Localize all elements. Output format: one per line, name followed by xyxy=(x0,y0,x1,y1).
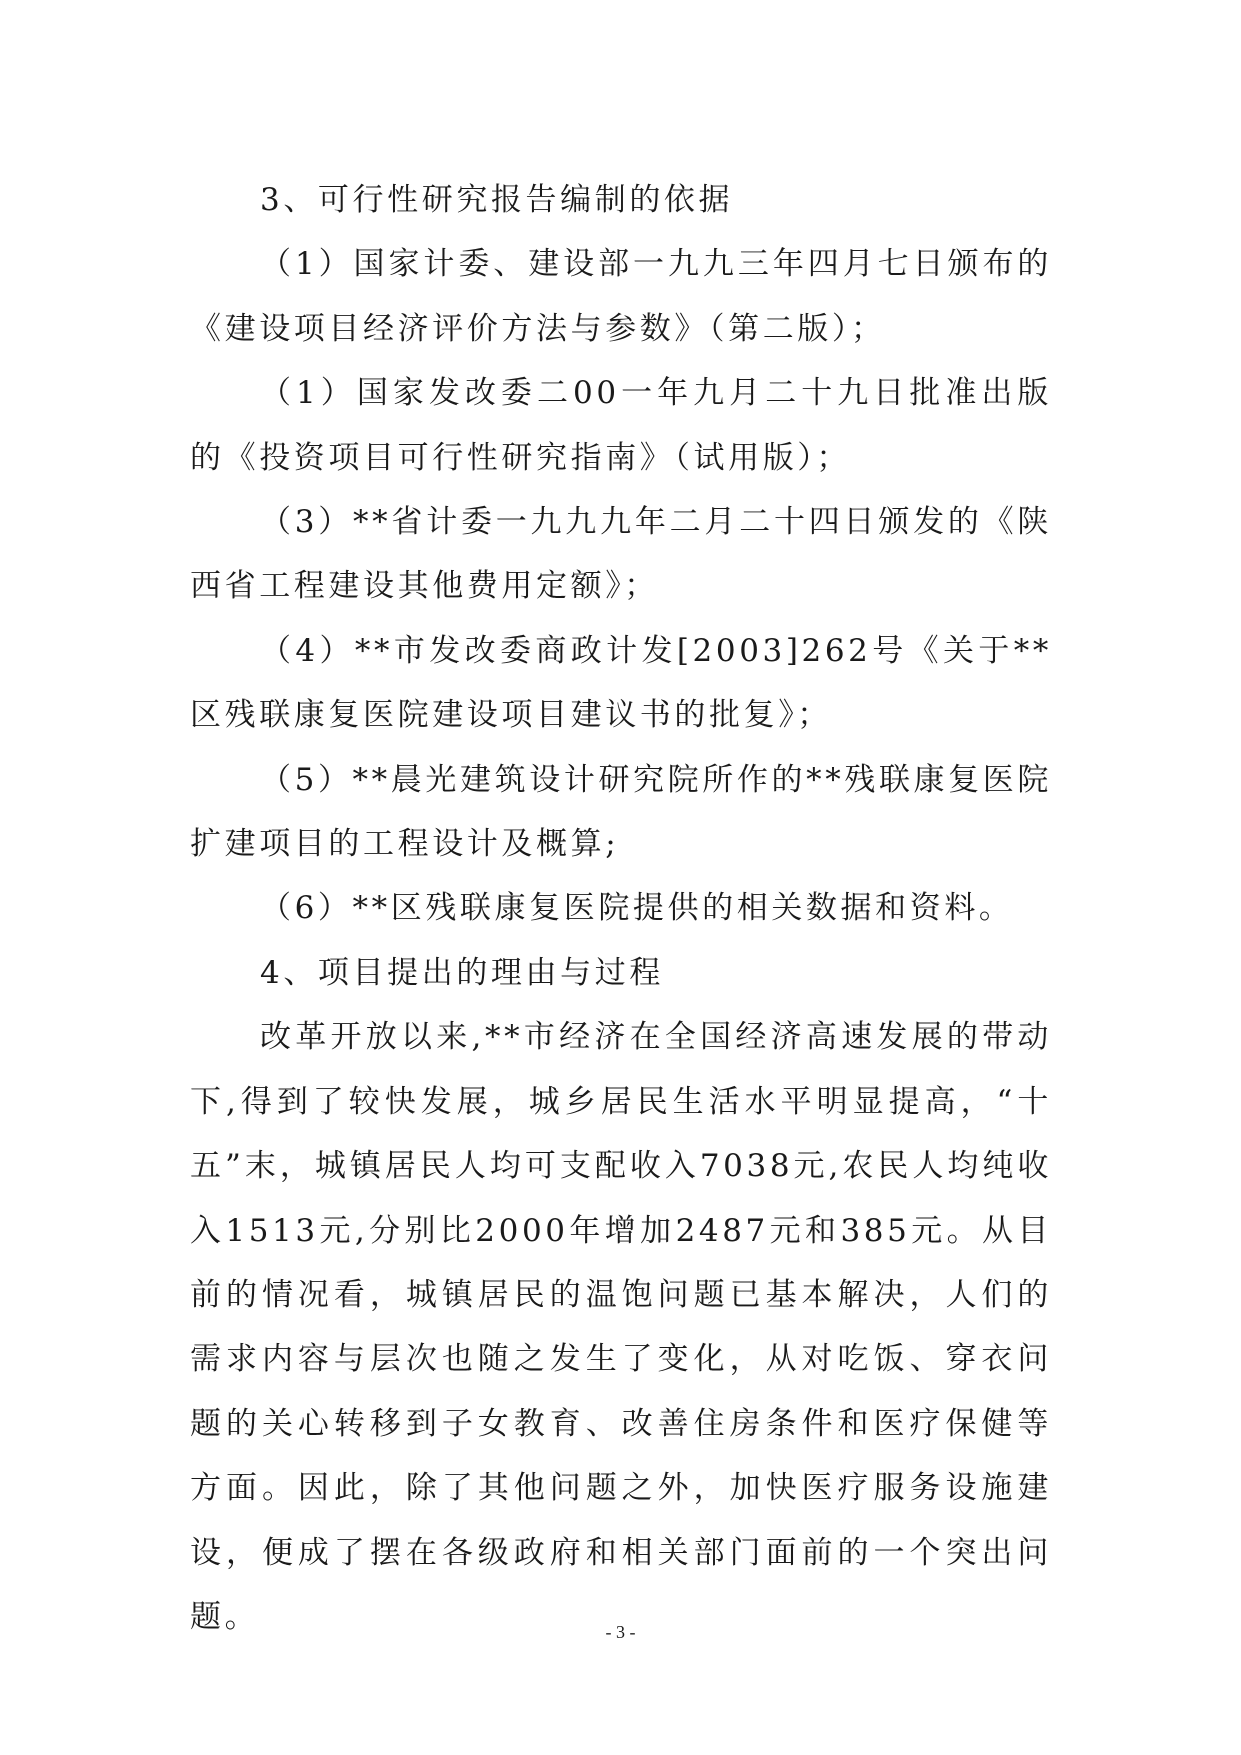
basis-item-3: （3）**省计委一九九九年二月二十四日颁发的《陕西省工程建设其他费用定额》； xyxy=(190,504,1052,605)
section-heading-basis: 3、可行性研究报告编制的依据 xyxy=(260,182,734,218)
reasons-paragraph: 改革开放以来,**市经济在全国经济高速发展的带动下,得到了较快发展，城乡居民生活水平明显提高，“十五”末，城镇居民人均可支配收入7038元,农民人均纯收入1513元,分别比2000年增加2487元和385元。从目前的情况看，城镇居民的温饱问题已基本解决，人们的需求内容与层次也随之发生了变化，从对吃饭、穿衣问题的关心转移到子女教育、改善住房条件和医疗保健等方面。因此，除了其他问题之外，加快医疗服务设施建设，便成了摆在各级政府和相关部门面前的一个突出问题。 xyxy=(190,1019,1052,1635)
basis-item-4: （4）**市发改委商政计发[2003]262号《关于**区残联康复医院建设项目建议书的批复》； xyxy=(190,632,1052,734)
section-heading-reasons: 4、项目提出的理由与过程 xyxy=(260,954,664,991)
page-number: - 3 - xyxy=(605,1622,636,1642)
basis-item-6: （6）**区残联康复医院提供的相关数据和资料。 xyxy=(260,890,1014,927)
basis-item-2: （1）国家发改委二00一年九月二十九日批准出版的《投资项目可行性研究指南》（试用版）； xyxy=(190,375,1052,476)
document-body xyxy=(190,168,1052,1649)
basis-item-5: （5）**晨光建筑设计研究院所作的**残联康复医院扩建项目的工程设计及概算; xyxy=(190,761,1052,863)
basis-item-1: （1）国家计委、建设部一九九三年四月七日颁布的《建设项目经济评价方法与参数》（第二版）； xyxy=(190,246,1052,347)
